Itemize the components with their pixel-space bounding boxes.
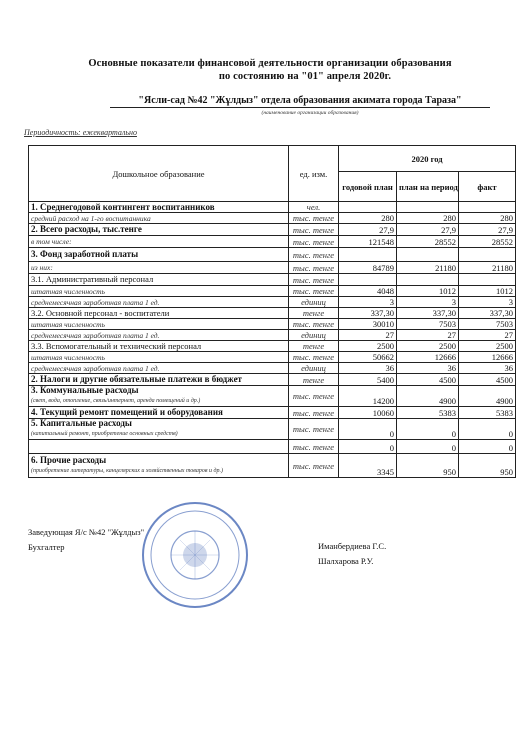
row-label xyxy=(29,262,289,274)
cell-fact: 4900 xyxy=(459,386,516,407)
cell-period-plan: 21180 xyxy=(397,262,459,274)
periodicity-label: Периодичность: ежеквартально xyxy=(24,128,137,137)
table-row xyxy=(29,440,516,454)
cell-fact: 27,9 xyxy=(459,224,516,236)
row-label-text: среднемесячная заработная плата 1 ед. xyxy=(31,330,160,340)
row-label-text: штатная численность xyxy=(31,286,105,296)
cell-period-plan: 27 xyxy=(397,330,459,341)
cell-annual-plan: 2500 xyxy=(339,341,397,352)
header-year: 2020 год xyxy=(339,146,516,172)
row-label xyxy=(29,248,289,262)
table-row xyxy=(29,374,516,386)
row-unit: тыс. тенге xyxy=(289,213,339,224)
cell-annual-plan xyxy=(339,248,397,262)
table-row xyxy=(29,236,516,248)
row-label xyxy=(29,308,289,319)
cell-period-plan: 12666 xyxy=(397,352,459,363)
row-unit: тенге xyxy=(289,308,339,319)
cell-period-plan: 0 xyxy=(397,440,459,454)
cell-period-plan xyxy=(397,274,459,286)
row-note: (капитальный ремонт, приобретение основных средств) xyxy=(31,431,178,437)
row-label-text: 3.3. Вспомогательный и технический персонал xyxy=(31,340,202,351)
table-row xyxy=(29,248,516,262)
cell-fact xyxy=(459,274,516,286)
row-unit: тыс. тенге xyxy=(289,440,339,454)
row-unit: тыс. тенге xyxy=(289,319,339,330)
header-name: Дошкольное образование xyxy=(29,146,289,202)
row-unit: тыс. тенге xyxy=(289,224,339,236)
cell-fact: 280 xyxy=(459,213,516,224)
cell-fact: 1012 xyxy=(459,286,516,297)
row-unit: единиц xyxy=(289,330,339,341)
row-label xyxy=(29,374,289,386)
row-note: (свет, вода, отопление, связь/интернет, аренда помещений и др.) xyxy=(31,398,201,404)
cell-period-plan: 27,9 xyxy=(397,224,459,236)
row-label xyxy=(29,213,289,224)
row-label xyxy=(29,341,289,352)
cell-period-plan: 4500 xyxy=(397,374,459,386)
cell-fact: 7503 xyxy=(459,319,516,330)
cell-fact: 12666 xyxy=(459,352,516,363)
row-label-text: 3. Коммунальные расходы xyxy=(31,385,139,395)
cell-period-plan: 5383 xyxy=(397,407,459,419)
cell-period-plan: 0 xyxy=(397,419,459,440)
row-unit: тыс. тенге xyxy=(289,386,339,407)
table-row xyxy=(29,213,516,224)
cell-period-plan: 3 xyxy=(397,297,459,308)
row-label xyxy=(29,286,289,297)
cell-annual-plan: 30010 xyxy=(339,319,397,330)
row-label-text: из них: xyxy=(31,263,53,272)
cell-annual-plan: 3 xyxy=(339,297,397,308)
row-label-text: 2. Всего расходы, тыс.тенге xyxy=(31,224,142,234)
cell-annual-plan: 14200 xyxy=(339,386,397,407)
row-unit: чел. xyxy=(289,202,339,213)
row-unit: тыс. тенге xyxy=(289,454,339,478)
cell-period-plan: 2500 xyxy=(397,341,459,352)
cell-fact: 0 xyxy=(459,419,516,440)
row-label xyxy=(29,297,289,308)
cell-fact: 4500 xyxy=(459,374,516,386)
row-label xyxy=(29,352,289,363)
row-label xyxy=(29,202,289,213)
cell-fact xyxy=(459,202,516,213)
cell-period-plan: 1012 xyxy=(397,286,459,297)
organization-name: "Ясли-сад №42 "Жұлдыз" отдела образования акимата города Тараза" xyxy=(110,95,490,108)
table-row xyxy=(29,297,516,308)
cell-period-plan: 36 xyxy=(397,363,459,374)
cell-period-plan: 280 xyxy=(397,213,459,224)
table-row xyxy=(29,363,516,374)
table-row xyxy=(29,352,516,363)
table-body xyxy=(29,202,516,478)
row-unit: тыс. тенге xyxy=(289,248,339,262)
row-label xyxy=(29,330,289,341)
row-unit: тенге xyxy=(289,374,339,386)
table-row xyxy=(29,319,516,330)
row-label xyxy=(29,224,289,236)
cell-annual-plan: 36 xyxy=(339,363,397,374)
cell-fact: 36 xyxy=(459,363,516,374)
cell-annual-plan: 0 xyxy=(339,440,397,454)
cell-fact: 28552 xyxy=(459,236,516,248)
cell-annual-plan: 5400 xyxy=(339,374,397,386)
cell-annual-plan: 84789 xyxy=(339,262,397,274)
cell-annual-plan: 10060 xyxy=(339,407,397,419)
header-annual-plan: годовой план xyxy=(339,172,397,202)
cell-fact: 950 xyxy=(459,454,516,478)
organization-note: (наименование организации образования) xyxy=(261,110,359,116)
table-row xyxy=(29,224,516,236)
cell-period-plan: 4900 xyxy=(397,386,459,407)
cell-fact: 2500 xyxy=(459,341,516,352)
row-label-text: 3.2. Основной персонал - воспитатели xyxy=(31,307,170,318)
accountant-label: Бухгалтер xyxy=(28,542,65,552)
row-unit: тыс. тенге xyxy=(289,262,339,274)
cell-annual-plan: 4048 xyxy=(339,286,397,297)
cell-fact: 0 xyxy=(459,440,516,454)
cell-annual-plan: 3345 xyxy=(339,454,397,478)
row-label-text: 3.1. Административный персонал xyxy=(31,274,154,284)
cell-fact: 337,30 xyxy=(459,308,516,319)
cell-annual-plan xyxy=(339,202,397,213)
table-row xyxy=(29,202,516,213)
row-label-text: штатная численность xyxy=(31,352,105,362)
table-row xyxy=(29,407,516,419)
accountant-name: Шалхарова Р.У. xyxy=(318,556,374,566)
row-label-text: штатная численность xyxy=(31,319,105,329)
row-unit: тыс. тенге xyxy=(289,419,339,440)
cell-annual-plan: 27,9 xyxy=(339,224,397,236)
table-row xyxy=(29,308,516,319)
row-label xyxy=(29,440,289,454)
document-title-line1: Основные показатели финансовой деятельности организации образования xyxy=(88,58,452,69)
row-unit: единиц xyxy=(289,297,339,308)
cell-fact: 3 xyxy=(459,297,516,308)
row-label xyxy=(29,274,289,286)
row-label-text: в том числе: xyxy=(31,237,72,246)
table-row xyxy=(29,341,516,352)
table-row xyxy=(29,274,516,286)
row-label-text: 6. Прочие расходы xyxy=(31,454,107,465)
cell-period-plan: 950 xyxy=(397,454,459,478)
financial-table xyxy=(28,145,516,478)
header-unit: ед. изм. xyxy=(289,146,339,202)
row-unit: тыс. тенге xyxy=(289,236,339,248)
cell-annual-plan: 27 xyxy=(339,330,397,341)
table-row xyxy=(29,419,516,440)
row-unit: тыс. тенге xyxy=(289,286,339,297)
cell-annual-plan xyxy=(339,274,397,286)
cell-annual-plan: 121548 xyxy=(339,236,397,248)
cell-period-plan: 7503 xyxy=(397,319,459,330)
cell-period-plan xyxy=(397,248,459,262)
cell-period-plan xyxy=(397,202,459,213)
head-label: Заведующая Я/с №42 "Жұлдыз" xyxy=(28,527,145,537)
table-row xyxy=(29,286,516,297)
row-label-text: 3. Фонд заработной платы xyxy=(31,249,139,259)
cell-fact xyxy=(459,248,516,262)
row-label xyxy=(29,419,289,440)
cell-annual-plan: 50662 xyxy=(339,352,397,363)
table-row xyxy=(29,330,516,341)
header-period-plan: план на период xyxy=(397,172,459,202)
row-label xyxy=(29,407,289,419)
cell-fact: 27 xyxy=(459,330,516,341)
cell-annual-plan: 280 xyxy=(339,213,397,224)
header-fact: факт xyxy=(459,172,516,202)
head-name: Иманбердиева Г.С. xyxy=(318,541,387,551)
table-row xyxy=(29,262,516,274)
cell-annual-plan: 337,30 xyxy=(339,308,397,319)
row-note: (приобретение литературы, канцелярских и хозяйственных товаров и др.) xyxy=(31,467,223,474)
row-label-text: среднемесячная заработная плата 1 ед. xyxy=(31,363,160,373)
official-stamp-icon xyxy=(140,500,250,610)
row-unit: тыс. тенге xyxy=(289,407,339,419)
table-row xyxy=(29,386,516,407)
cell-fact: 21180 xyxy=(459,262,516,274)
row-label-text: 2. Налоги и другие обязательные платежи в бюджет xyxy=(31,374,242,384)
table-row xyxy=(29,454,516,478)
row-label xyxy=(29,236,289,248)
cell-annual-plan: 0 xyxy=(339,419,397,440)
row-unit: тыс. тенге xyxy=(289,352,339,363)
row-label-text: 4. Текущий ремонт помещений и оборудования xyxy=(31,407,223,417)
row-label-text: среднемесячная заработная плата 1 ед. xyxy=(31,297,160,307)
row-label-text: 1. Среднегодовой контингент воспитанников xyxy=(31,201,215,212)
row-label-text: средний расход на 1-го воспитанника xyxy=(31,213,151,223)
cell-period-plan: 337,30 xyxy=(397,308,459,319)
row-label xyxy=(29,454,289,478)
row-unit: тенге xyxy=(289,341,339,352)
row-label xyxy=(29,363,289,374)
row-label xyxy=(29,319,289,330)
row-unit: единиц xyxy=(289,363,339,374)
cell-period-plan: 28552 xyxy=(397,236,459,248)
row-label-text: 5. Капитальные расходы xyxy=(31,418,132,428)
cell-fact: 5383 xyxy=(459,407,516,419)
document-title-line2: по состоянию на "01" апреля 2020г. xyxy=(218,71,392,82)
row-label xyxy=(29,386,289,407)
row-unit: тыс. тенге xyxy=(289,274,339,286)
